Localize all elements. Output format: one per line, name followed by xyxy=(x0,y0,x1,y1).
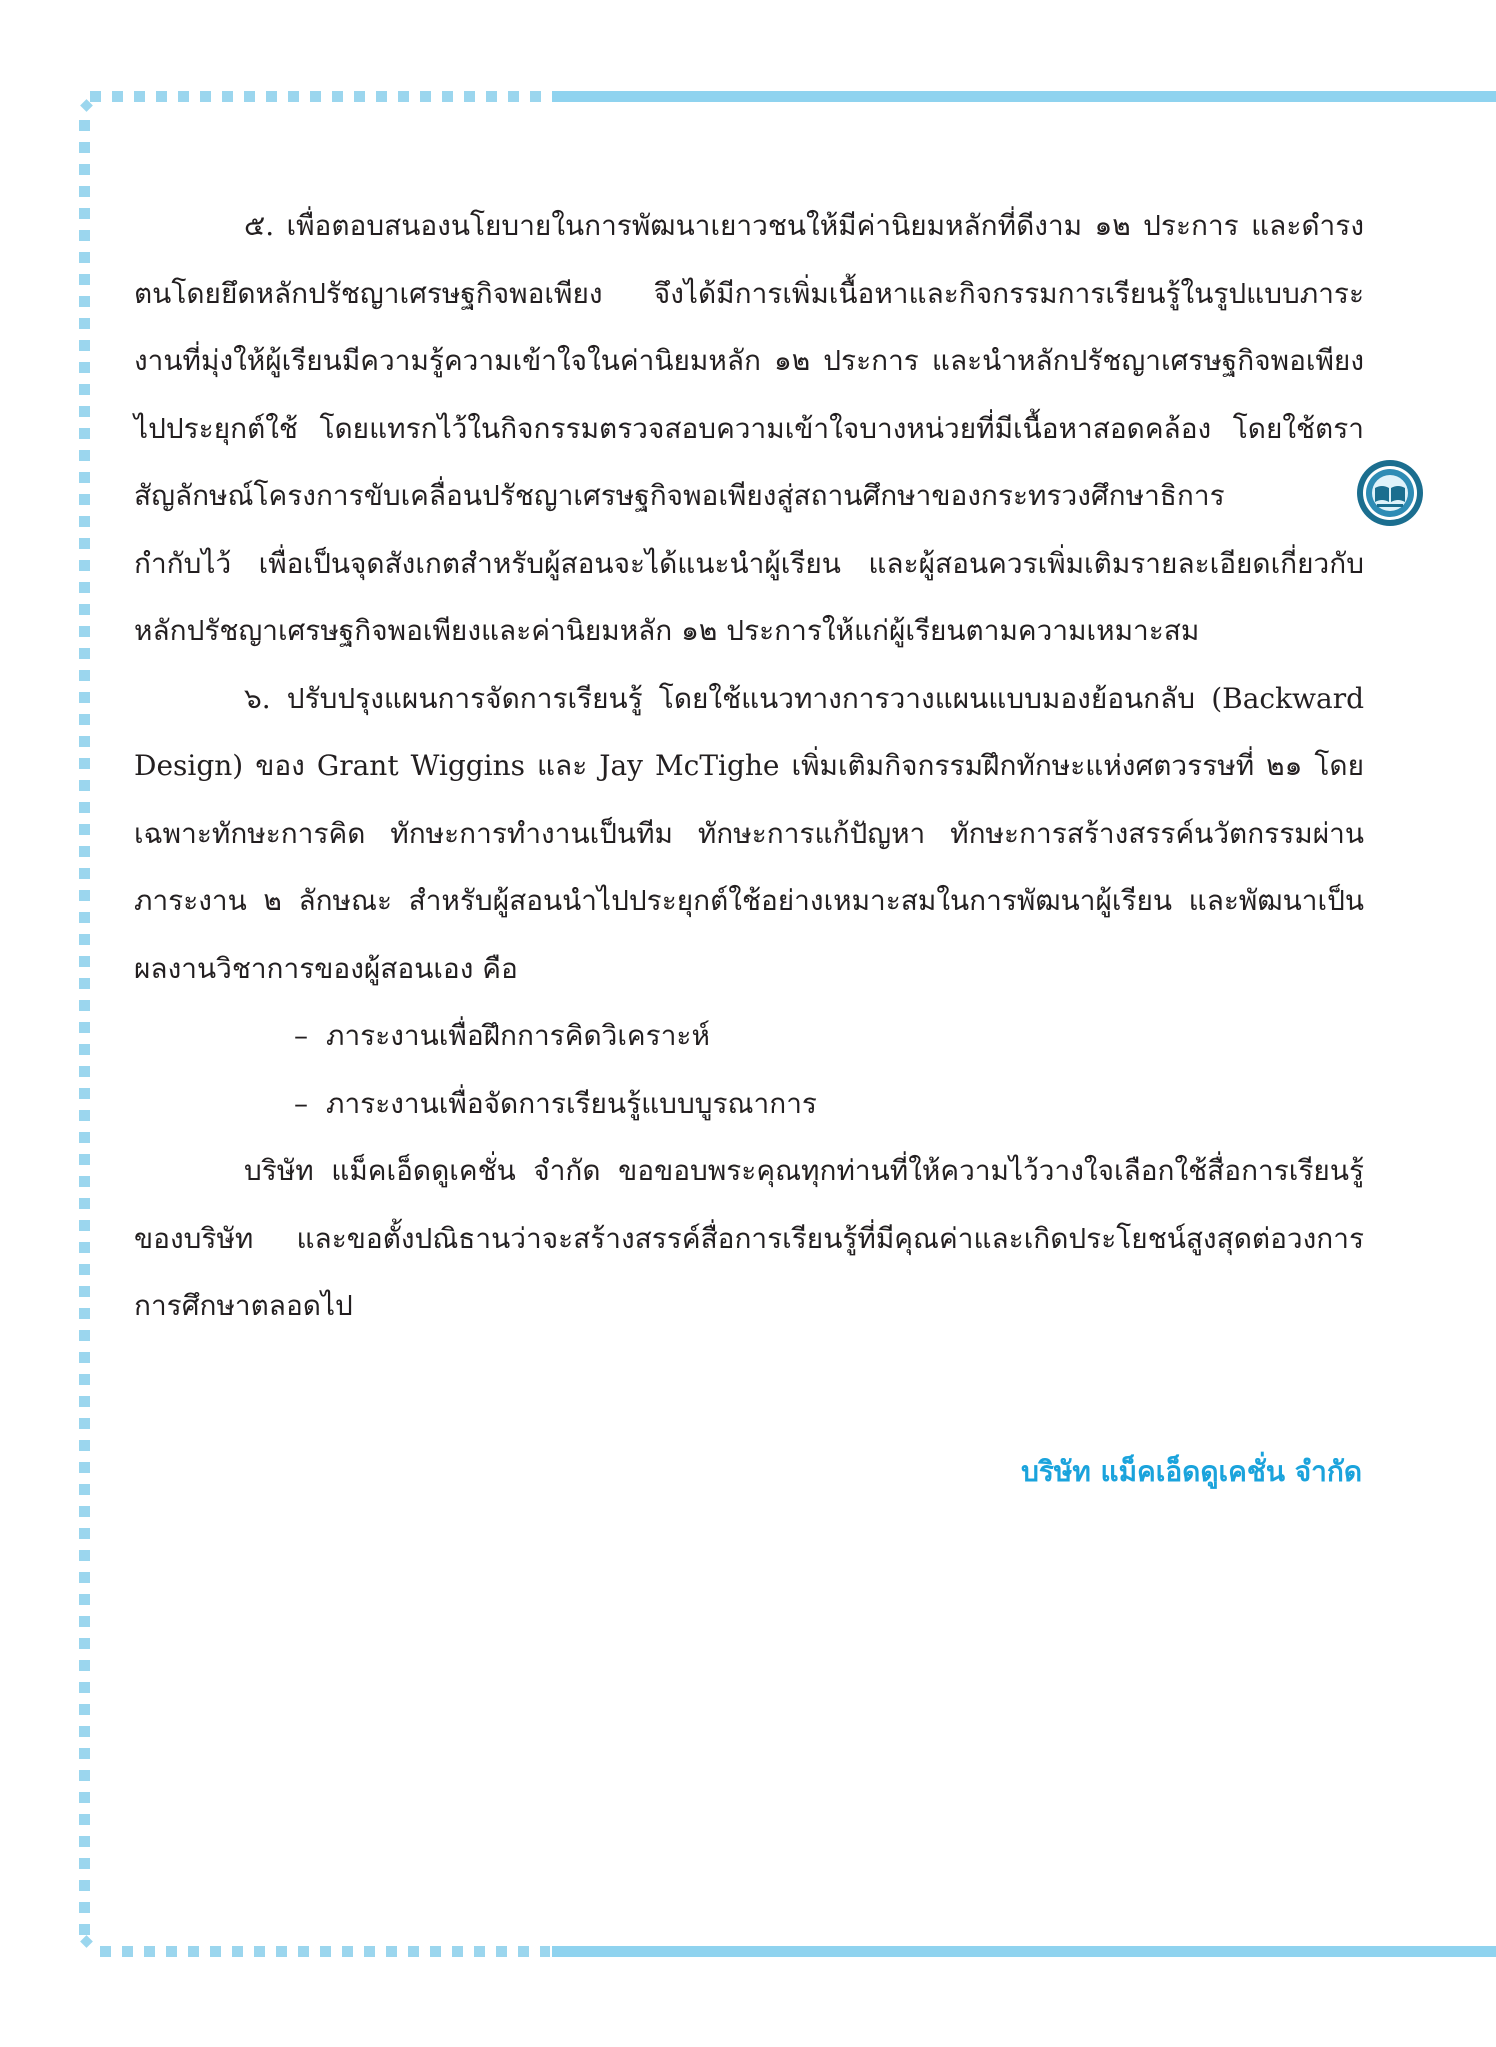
frame-bottom-dotted-border xyxy=(100,1946,550,1957)
bullet-text: ภาระงานเพื่อจัดการเรียนรู้แบบบูรณาการ xyxy=(326,1086,817,1120)
paragraph-item-5 xyxy=(134,192,1364,665)
bullet-dash: – xyxy=(294,1086,308,1120)
paragraph-item-5-text-b: กำกับไว้ เพื่อเป็นจุดสังเกตสำหรับผู้สอนจะได้แนะนำผู้เรียน และผู้สอนควรเพิ่มเติมรายละเอียดเกี่ยวกับหลักปรัชญาเศรษฐกิจพอเพียงและค่านิยมหลัก ๑๒ ประการให้แก่ผู้เรียนตามความเหมาะสม xyxy=(134,546,1364,647)
thanks-paragraph: บริษัท แม็คเอ็ดดูเคชั่น จำกัด ขอขอบพระคุณทุกท่านที่ให้ความไว้วางใจเลือกใช้สื่อการเรียนรู้ของบริษัท และขอตั้งปณิธานว่าจะสร้างสรรค์สื่อการเรียนรู้ที่มีคุณค่าและเกิดประโยชน์สูงสุดต่อวงการการศึกษาตลอดไป xyxy=(134,1154,1364,1322)
bullet-item xyxy=(134,1070,1364,1138)
frame-bottom-solid-border xyxy=(552,1946,1496,1957)
bullet-item xyxy=(134,1002,1364,1070)
frame-corner-diamond xyxy=(80,1935,93,1948)
sufficiency-economy-emblem-icon xyxy=(1245,458,1315,528)
page-body xyxy=(134,192,1364,1340)
frame-left-dotted-border xyxy=(79,120,90,1935)
bullet-dash: – xyxy=(294,1019,308,1052)
paragraph-item-5-text-a: ๕. เพื่อตอบสนองนโยบายในการพัฒนาเยาวชนให้มีค่านิยมหลักที่ดีงาม ๑๒ ประการ และดำรงตนโดยยึดหลักปรัชญาเศรษฐกิจพอเพียง จึงได้มีการเพิ่มเนื้อหาและกิจกรรมการเรียนรู้ในรูปแบบภาระงานที่มุ่งให้ผู้เรียนมีความรู้ความเข้าใจในค่านิยมหลัก ๑๒ ประการ และนำหลักปรัชญาเศรษฐกิจพอเพียงไปประยุกต์ใช้ โดยแทรกไว้ในกิจกรรมตรวจสอบความเข้าใจบางหน่วยที่มีเนื้อหาสอดคล้อง โดยใช้ตราสัญลักษณ์โครงการขับเคลื่อนปรัชญาเศรษฐกิจพอเพียงสู่สถานศึกษาของกระทรวงศึกษาธิการ xyxy=(134,209,1364,512)
paragraph-item-6: ๖. ปรับปรุงแผนการจัดการเรียนรู้ โดยใช้แนวทางการวางแผนแบบมองย้อนกลับ (Backward Design) ของ Grant Wiggins และ Jay McTighe เพิ่มเติมกิจกรรมฝึกทักษะแห่งศตวรรษที่ ๒๑ โดยเฉพาะทักษะการคิด ทักษะการทำงานเป็นทีม ทักษะการแก้ปัญหา ทักษะการสร้างสรรค์นวัตกรรมผ่านภาระงาน ๒ ลักษณะ สำหรับผู้สอนนำไปประยุกต์ใช้อย่างเหมาะสมในการพัฒนาผู้เรียน และพัฒนาเป็นผลงานวิชาการของผู้สอนเอง คือ xyxy=(134,681,1364,985)
frame-top-solid-border xyxy=(552,91,1496,102)
company-signature: บริษัท แม็คเอ็ดดูเคชั่น จำกัด xyxy=(1021,1455,1362,1488)
frame-top-dotted-border xyxy=(90,91,550,102)
bullet-text: ภาระงานเพื่อฝึกการคิดวิเคราะห์ xyxy=(326,1019,710,1052)
